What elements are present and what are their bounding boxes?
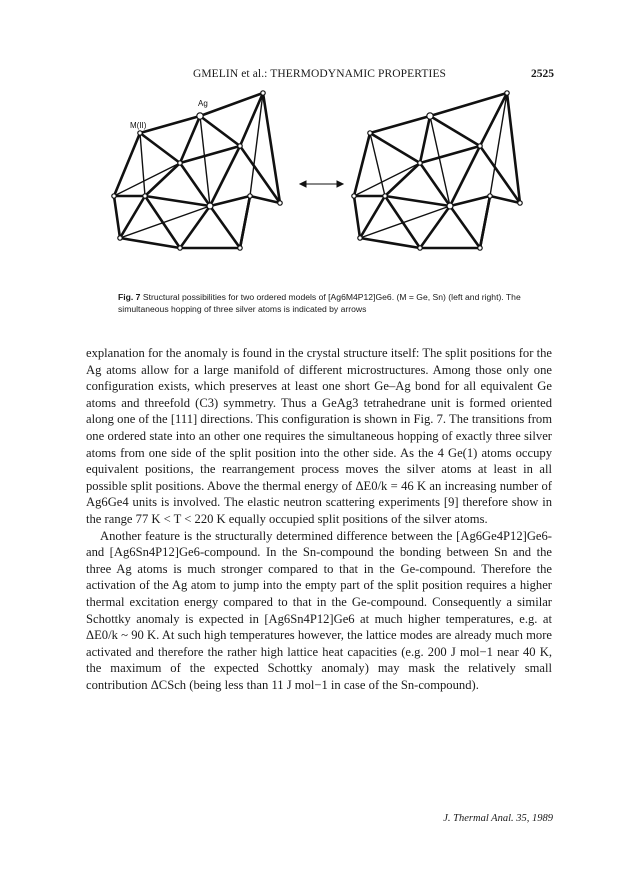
paragraph-2: Another feature is the structurally determined difference between the [Ag6Ge4P12]Ge6- and [Ag6Sn4P12]Ge6-compound. In the Sn-compound the bonding between Sn and the three Ag atoms is much stronger compared to that in the Ge-compound. Therefore the activation of the Ag atom to jump into the empty part of the split position requires a higher thermal excitation energy compared to that in the Ge-compound. Consequently a similar Schottky anomaly is expected in [Ag6Sn4P12]Ge6 at much higher temperatures, e.g. at ΔE0/k ~ 90 K. At such high temperatures however, the lattice modes are already much more activated and therefore the rather high lattice heat capacities (e.g. 200 J mol−1 near 40 K, the maximum of the expected Schottky anomaly) may mask the relatively small contribution ΔCSch (being less than 11 J mol−1 in case of the Sn-compound).: [86, 528, 552, 692]
right-structure: [354, 93, 520, 248]
journal-citation: J. Thermal Anal. 35, 1989: [443, 813, 553, 824]
double-arrow-icon: [300, 181, 343, 187]
crystal-structure-diagram: [100, 88, 540, 288]
figure-caption: [118, 291, 538, 315]
label-ag: Ag: [198, 99, 208, 108]
paragraph-1: explanation for the anomaly is found in the crystal structure itself: The split positions for the Ag atoms allow for a large manifold of different microstructures. Among those only one configuration exists, which preserves at least one short Ge–Ag bond for all equivalent Ge atoms and threefold (C3) symmetry. Thus a GeAg3 tetrahedrane unit is formed oriented along one of the [111] directions. This configuration is shown in Fig. 7. The transitions from one ordered state into an other one requires the simultaneous hopping of exactly three silver atoms from one side of the split position into the other side. As the 4 Ge(1) atoms occupy equivalent positions, the rearrangement process moves the silver atoms at least in all possible split positions. Above the thermal energy of ΔE0/k = 46 K an increasing number of Ag6Ge4 units is involved. The elastic neutron scattering experiments [9] therefore show in the range 77 K < T < 220 K equally occupied split positions of the silver atoms.: [86, 346, 552, 526]
label-m2: M(II): [130, 121, 147, 130]
figure-7: [100, 88, 540, 288]
running-head: GMELIN et al.: THERMODYNAMIC PROPERTIES: [192, 68, 447, 80]
body-text: [86, 345, 552, 693]
page-number: 2525: [531, 68, 554, 80]
figure-caption-text: Structural possibilities for two ordered models of [Ag6M4P12]Ge6. (M = Ge, Sn) (left and right). The simultaneous hopping of three silver atoms is indicated by arrows: [118, 292, 521, 314]
page-header: [0, 68, 639, 84]
figure-label: Fig. 7: [118, 292, 141, 302]
